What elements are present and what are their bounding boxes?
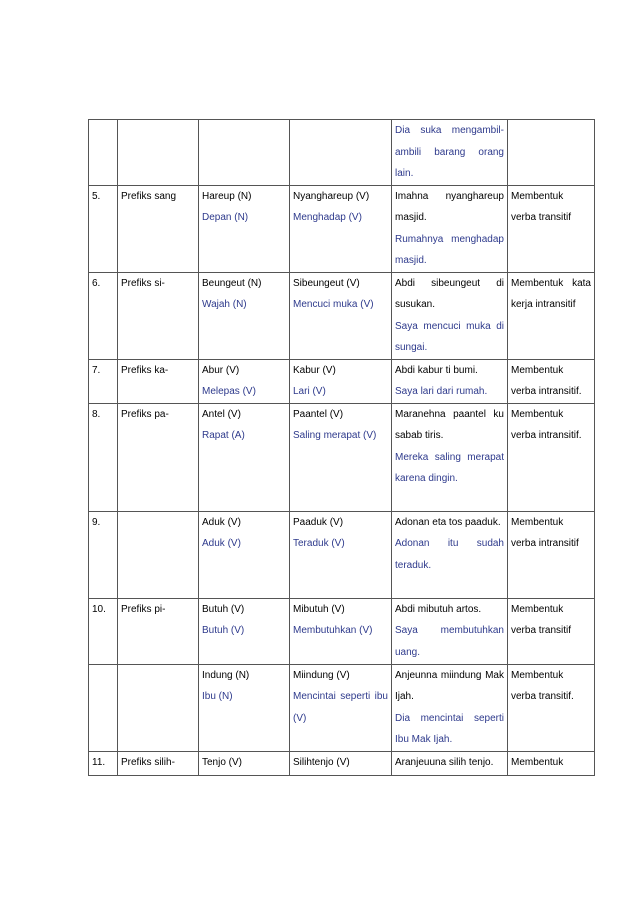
derived-translation: Lari (V) [293,386,326,397]
base-translation: Ibu (N) [202,691,233,702]
example-sentence: Adonan eta tos paaduk. [395,516,501,528]
affix-table [88,119,595,776]
cell-example [392,185,508,272]
base-word: Butuh (V) [202,603,245,615]
cell-example [392,403,508,511]
example-translation: Mereka saling merapat karena dingin. [395,451,504,484]
table-row [89,664,595,751]
derived-word: Sibeungeut (V) [293,277,360,289]
example-translation: Saya membutuhkan uang. [395,625,504,658]
cell-prefix [118,511,199,598]
example-sentence: Anjeunna miindung Mak Ijah. [395,669,504,702]
cell-no: 7. [89,359,118,403]
cell-no: 11. [89,751,118,775]
cell-prefix: Prefiks si- [118,272,199,359]
base-word: Indung (N) [202,669,250,681]
cell-function: Membentuk verba transitif [508,185,595,272]
cell-derived [290,511,392,598]
cell-example [392,511,508,598]
example-translation: Adonan itu sudah teraduk. [395,538,504,571]
example-sentence: Maranehna paantel ku sabab tiris. [395,408,504,441]
table-row [89,359,595,403]
table-row [89,598,595,664]
table-row [89,120,595,186]
cell-function: Membentuk verba intransitif [508,511,595,598]
derived-translation: Mencintai seperti ibu (V) [293,691,388,724]
cell-no [89,120,118,186]
example-sentence: Abdi sibeungeut di susukan. [395,277,504,310]
example-translation: Saya mencuci muka di sungai. [395,320,504,353]
cell-base [199,403,290,511]
table-row [89,272,595,359]
cell-no: 10. [89,598,118,664]
derived-translation: Teraduk (V) [293,538,345,549]
cell-base [199,272,290,359]
cell-prefix [118,120,199,186]
cell-example [392,598,508,664]
derived-word: Kabur (V) [293,364,336,376]
table-row [89,403,595,511]
cell-no: 5. [89,185,118,272]
table-row [89,511,595,598]
base-translation: Rapat (A) [202,430,245,441]
cell-prefix: Prefiks ka- [118,359,199,403]
derived-translation: Saling merapat (V) [293,430,377,441]
cell-base [199,598,290,664]
example-translation: Dia mencintai seperti Ibu Mak Ijah. [395,712,504,745]
cell-prefix: Prefiks silih- [118,751,199,775]
example-translation: Saya lari dari rumah. [395,386,488,397]
cell-derived [290,664,392,751]
example-translation: Dia suka mengambil-ambili barang orang lain. [395,125,504,179]
table-row [89,751,595,775]
cell-derived [290,359,392,403]
cell-base [199,511,290,598]
cell-example [392,751,508,775]
derived-translation: Mencuci muka (V) [293,299,374,310]
cell-prefix: Prefiks sang [118,185,199,272]
cell-prefix: Prefiks pi- [118,598,199,664]
cell-derived [290,403,392,511]
cell-function: Membentuk verba intransitif. [508,359,595,403]
base-word: Tenjo (V) [202,756,243,768]
derived-word: Miindung (V) [293,669,350,681]
base-translation: Butuh (V) [202,625,245,636]
cell-example [392,120,508,186]
derived-word: Silihtenjo (V) [293,756,350,768]
derived-word: Paantel (V) [293,408,344,420]
cell-example [392,272,508,359]
example-sentence: Aranjeuuna silih tenjo. [395,756,494,768]
cell-function: Membentuk kata kerja intransitif [508,272,595,359]
derived-word: Nyanghareup (V) [293,190,370,202]
cell-base [199,185,290,272]
base-word: Beungeut (N) [202,277,262,289]
cell-no: 8. [89,403,118,511]
cell-derived [290,598,392,664]
base-word: Aduk (V) [202,516,241,528]
cell-base [199,120,290,186]
cell-prefix [118,664,199,751]
base-translation: Wajah (N) [202,299,247,310]
cell-function: Membentuk [508,751,595,775]
cell-function: Membentuk verba intransitif. [508,403,595,511]
example-sentence: Abdi mibutuh artos. [395,603,482,615]
derived-word: Paaduk (V) [293,516,344,528]
cell-example [392,664,508,751]
cell-prefix: Prefiks pa- [118,403,199,511]
cell-base [199,664,290,751]
cell-function: Membentuk verba transitif [508,598,595,664]
cell-base [199,751,290,775]
base-translation: Melepas (V) [202,386,256,397]
base-word: Antel (V) [202,408,241,420]
cell-example [392,359,508,403]
cell-no [89,664,118,751]
base-word: Abur (V) [202,364,240,376]
table-row [89,185,595,272]
derived-translation: Menghadap (V) [293,212,362,223]
cell-derived [290,185,392,272]
base-word: Hareup (N) [202,190,252,202]
example-translation: Rumahnya menghadap masjid. [395,233,504,266]
derived-translation: Membutuhkan (V) [293,625,373,636]
derived-word: Mibutuh (V) [293,603,345,615]
cell-derived [290,272,392,359]
cell-no: 9. [89,511,118,598]
cell-derived [290,120,392,186]
base-translation: Aduk (V) [202,538,241,549]
cell-derived [290,751,392,775]
example-sentence: Imahna nyanghareup masjid. [395,190,504,223]
cell-function: Membentuk verba transitif. [508,664,595,751]
cell-function [508,120,595,186]
base-translation: Depan (N) [202,212,249,223]
cell-no: 6. [89,272,118,359]
example-sentence: Abdi kabur ti bumi. [395,364,478,376]
cell-base [199,359,290,403]
